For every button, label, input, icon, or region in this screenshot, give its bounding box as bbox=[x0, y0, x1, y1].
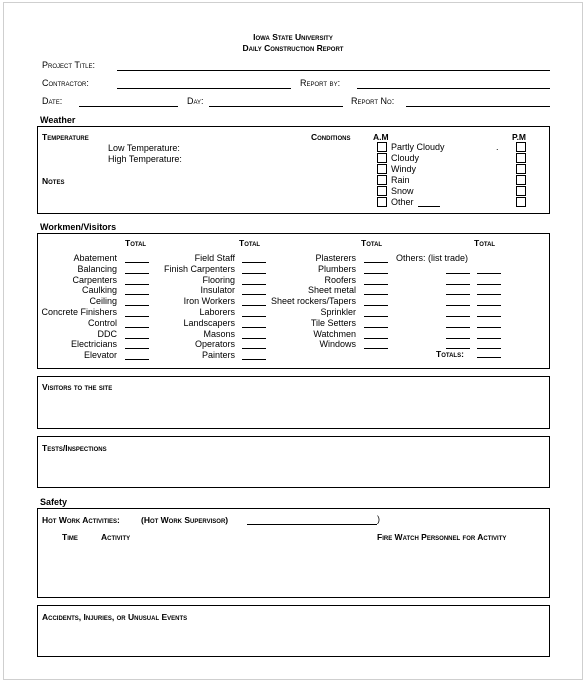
contractor-label: Contractor: bbox=[42, 78, 89, 88]
report-by-field[interactable] bbox=[357, 88, 550, 89]
trade-total-field[interactable] bbox=[364, 294, 388, 295]
low-temp-label: Low Temperature: bbox=[108, 143, 180, 153]
trade-total-field[interactable] bbox=[125, 305, 149, 306]
trade-label: Field Staff bbox=[194, 253, 235, 263]
day-label: Day: bbox=[187, 96, 204, 106]
trade-total-field[interactable] bbox=[242, 273, 266, 274]
pm-checkbox-cloudy[interactable] bbox=[516, 153, 526, 163]
other-trade-name-field[interactable] bbox=[446, 273, 470, 274]
trade-total-field[interactable] bbox=[364, 262, 388, 263]
am-checkbox-rain[interactable] bbox=[377, 175, 387, 185]
report-no-field[interactable] bbox=[406, 106, 550, 107]
notes-label: Notes bbox=[42, 176, 65, 186]
trade-total-field[interactable] bbox=[364, 348, 388, 349]
trade-total-field[interactable] bbox=[125, 338, 149, 339]
trade-total-field[interactable] bbox=[125, 294, 149, 295]
other-trade-total-field[interactable] bbox=[477, 327, 501, 328]
trade-label: Finish Carpenters bbox=[163, 263, 235, 274]
totals-field[interactable] bbox=[477, 357, 501, 358]
total-header-1: Total bbox=[125, 238, 147, 248]
trade-total-field[interactable] bbox=[242, 327, 266, 328]
accidents-label: Accidents, Injuries, or Unusual Events bbox=[42, 612, 188, 622]
trade-total-field[interactable] bbox=[364, 338, 388, 339]
visitors-box[interactable] bbox=[37, 376, 550, 429]
other-trade-name-field[interactable] bbox=[446, 327, 470, 328]
trade-total-field[interactable] bbox=[242, 348, 266, 349]
other-trade-total-field[interactable] bbox=[477, 305, 501, 306]
other-trade-total-field[interactable] bbox=[477, 273, 501, 274]
trade-label: Iron Workers bbox=[183, 296, 235, 307]
other-trade-total-field[interactable] bbox=[477, 348, 501, 349]
trade-total-field[interactable] bbox=[364, 284, 388, 285]
report-title: Daily Construction Report bbox=[242, 43, 344, 53]
pm-checkbox-other[interactable] bbox=[516, 197, 526, 207]
weather-box bbox=[37, 126, 550, 214]
trade-total-field[interactable] bbox=[125, 284, 149, 285]
condition-other: Other bbox=[391, 197, 414, 207]
other-trade-name-field[interactable] bbox=[446, 338, 470, 339]
trade-total-field[interactable] bbox=[125, 262, 149, 263]
trade-total-field[interactable] bbox=[125, 327, 149, 328]
trade-label: Watchmen bbox=[313, 328, 356, 339]
trade-label: Tile Setters bbox=[310, 317, 356, 328]
trade-total-field[interactable] bbox=[364, 305, 388, 306]
hot-work-supervisor-label: (Hot Work Supervisor) bbox=[141, 515, 229, 525]
trade-label: Painters bbox=[201, 350, 235, 361]
fire-watch-label: Fire Watch Personnel for Activity bbox=[377, 532, 507, 542]
project-title-field[interactable] bbox=[117, 70, 550, 71]
weather-heading: Weather bbox=[40, 115, 76, 125]
pm-checkbox-snow[interactable] bbox=[516, 186, 526, 196]
day-field[interactable] bbox=[209, 106, 343, 107]
report-by-label: Report by: bbox=[300, 78, 341, 88]
condition-snow: Snow bbox=[391, 186, 414, 196]
other-trade-name-field[interactable] bbox=[446, 316, 470, 317]
trade-total-field[interactable] bbox=[242, 284, 266, 285]
trade-label: Electricians bbox=[70, 339, 117, 350]
high-temp-label: High Temperature: bbox=[108, 154, 182, 164]
safety-heading: Safety bbox=[40, 497, 68, 507]
time-label: Time bbox=[62, 532, 78, 542]
trade-total-field[interactable] bbox=[242, 305, 266, 306]
trade-label: Insulator bbox=[200, 285, 235, 296]
date-field[interactable] bbox=[79, 106, 178, 107]
trade-label: Plumbers bbox=[317, 263, 356, 274]
visitors-label: Visitors to the site bbox=[42, 382, 113, 392]
conditions-label: Conditions bbox=[311, 132, 351, 142]
trade-label: Caulking bbox=[81, 285, 117, 296]
trade-total-field[interactable] bbox=[242, 338, 266, 339]
project-title-label: Project Title: bbox=[42, 60, 96, 70]
other-trade-total-field[interactable] bbox=[477, 284, 501, 285]
am-checkbox-partly-cloudy[interactable] bbox=[377, 142, 387, 152]
total-header-3: Total bbox=[361, 238, 383, 248]
other-trade-total-field[interactable] bbox=[477, 338, 501, 339]
other-trade-total-field[interactable] bbox=[477, 294, 501, 295]
pm-checkbox-partly-cloudy[interactable] bbox=[516, 142, 526, 152]
trade-label: Carpenters bbox=[72, 274, 117, 285]
trade-total-field[interactable] bbox=[125, 348, 149, 349]
trade-label: Operators bbox=[194, 339, 235, 350]
trade-total-field[interactable] bbox=[364, 327, 388, 328]
trade-label: DDC bbox=[97, 328, 117, 339]
trade-label: Plasterers bbox=[315, 253, 356, 263]
trade-label: Flooring bbox=[202, 274, 235, 285]
total-header-2: Total bbox=[239, 238, 261, 248]
trade-total-field[interactable] bbox=[242, 316, 266, 317]
trade-label: Sheet rockers/Tapers bbox=[270, 296, 356, 307]
trade-label: Ceiling bbox=[89, 296, 117, 307]
trade-total-field[interactable] bbox=[125, 359, 149, 360]
report-page bbox=[3, 2, 583, 680]
trade-total-field[interactable] bbox=[242, 262, 266, 263]
condition-rain: Rain bbox=[391, 175, 410, 185]
pm-checkbox-windy[interactable] bbox=[516, 164, 526, 174]
trade-label: Control bbox=[87, 317, 117, 328]
temperature-label: Temperature bbox=[42, 132, 89, 142]
total-header-4: Total bbox=[474, 238, 496, 248]
other-condition-field[interactable] bbox=[418, 206, 440, 207]
condition-cloudy: Cloudy bbox=[391, 153, 420, 163]
other-trade-total-field[interactable] bbox=[477, 316, 501, 317]
activity-label: Activity bbox=[101, 532, 131, 542]
trade-label: Windows bbox=[319, 339, 356, 350]
other-trade-name-field[interactable] bbox=[446, 284, 470, 285]
trade-label: Landscapers bbox=[183, 317, 235, 328]
trade-label: Masons bbox=[203, 328, 235, 339]
tests-box[interactable] bbox=[37, 436, 550, 488]
trade-label: Roofers bbox=[324, 274, 356, 285]
supervisor-close-paren: ) bbox=[377, 514, 380, 524]
others-label: Others: (list trade) bbox=[396, 253, 469, 263]
trade-total-field[interactable] bbox=[364, 273, 388, 274]
trade-label: Laborers bbox=[199, 307, 235, 317]
condition-partly-cloudy: Partly Cloudy bbox=[391, 142, 445, 152]
tests-label: Tests/Inspections bbox=[42, 443, 107, 453]
pm-checkbox-rain[interactable] bbox=[516, 175, 526, 185]
contractor-field[interactable] bbox=[117, 88, 291, 89]
workmen-heading: Workmen/Visitors bbox=[40, 222, 117, 232]
totals-label: Totals: bbox=[436, 349, 464, 359]
trade-total-field[interactable] bbox=[125, 273, 149, 274]
condition-windy: Windy bbox=[391, 164, 417, 174]
am-checkbox-cloudy[interactable] bbox=[377, 153, 387, 163]
other-trade-name-field[interactable] bbox=[446, 305, 470, 306]
report-no-label: Report No: bbox=[351, 96, 395, 106]
other-trade-name-field[interactable] bbox=[446, 294, 470, 295]
trade-label: Abatement bbox=[73, 253, 117, 263]
trade-total-field[interactable] bbox=[364, 316, 388, 317]
date-label: Date: bbox=[42, 96, 63, 106]
am-checkbox-other[interactable] bbox=[377, 197, 387, 207]
dot-mark: . bbox=[496, 142, 499, 152]
am-checkbox-snow[interactable] bbox=[377, 186, 387, 196]
pm-label: P.M bbox=[512, 132, 527, 142]
trade-total-field[interactable] bbox=[242, 359, 266, 360]
trade-label: Sheet metal bbox=[307, 285, 356, 296]
hot-work-label: Hot Work Activities: bbox=[42, 515, 120, 525]
trade-total-field[interactable] bbox=[125, 316, 149, 317]
trade-label: Balancing bbox=[77, 263, 117, 274]
am-label: A.M bbox=[373, 132, 389, 142]
trade-total-field[interactable] bbox=[242, 294, 266, 295]
trade-label: Concrete Finishers bbox=[41, 307, 117, 317]
am-checkbox-windy[interactable] bbox=[377, 164, 387, 174]
trade-label: Elevator bbox=[83, 350, 117, 361]
trade-label: Sprinkler bbox=[320, 307, 356, 317]
university-name: Iowa State University bbox=[253, 32, 333, 42]
hot-work-supervisor-field[interactable] bbox=[247, 524, 377, 525]
